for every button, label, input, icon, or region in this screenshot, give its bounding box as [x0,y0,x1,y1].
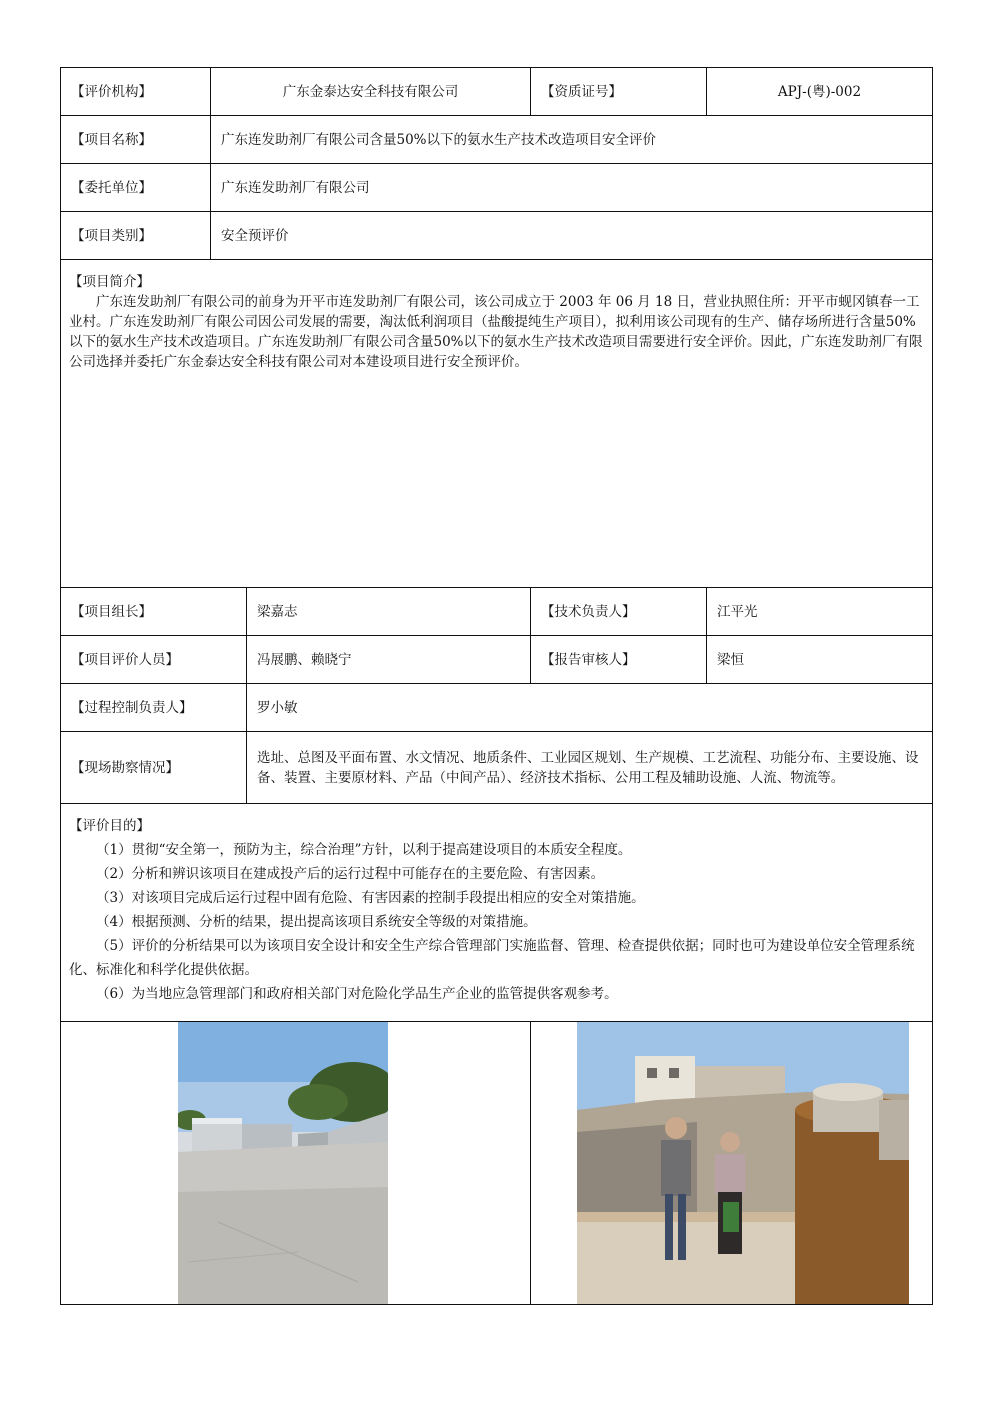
evaluation-info-sheet [60,67,932,1305]
staff-row [61,636,933,684]
purpose-item-2: （2）分析和辨识该项目在建成投产后的运行过程中可能存在的主要危险、有害因素。 [96,866,605,882]
staff-value: 冯展鹏、赖晓宁 [247,636,531,684]
client-row [61,164,933,212]
staff-label: 【项目评价人员】 [61,636,247,684]
purpose-item-4: （4）根据预测、分析的结果，提出提高该项目系统安全等级的对策措施。 [96,914,537,930]
info-table [60,67,933,1305]
tech-label: 【技术负责人】 [531,588,707,636]
process-row [61,684,933,732]
photo-cell-left [61,1022,531,1305]
purpose-item-6: （6）为当地应急管理部门和政府相关部门对危险化学品生产企业的监管提供客观参考。 [96,986,618,1002]
survey-value: 选址、总图及平面布置、水文情况、地质条件、工业园区规划、生产规模、工艺流程、功能分布、主要设施、设备、装置、主要原材料、产品（中间产品）、经济技术指标、公用工程及辅助设施、人流、物流等。 [247,732,933,804]
cert-label: 【资质证号】 [531,68,707,116]
intro-row [61,260,933,588]
cert-value: APJ-(粤)-002 [707,68,933,116]
org-value: 广东金泰达安全科技有限公司 [211,68,531,116]
org-row [61,68,933,116]
intro-text: 广东连发助剂厂有限公司的前身为开平市连发助剂厂有限公司，该公司成立于 2003 年 06 月 18 日，营业执照住所：开平市蚬冈镇春一工业村。广东连发助剂厂有限公司因公司发展的需要，淘汰低利润项目（盐酸提纯生产项目），拟利用该公司现有的生产、储存场所进行含量50%以下的氨水生产技术改造项目。广东连发助剂厂有限公司含量50%以下的氨水生产技术改造项目需要进行安全评价。因此，广东连发助剂厂有限公司选择并委托广东金泰达安全科技有限公司对本建设项目进行安全预评价。 [69,294,923,370]
intro-cell [61,260,933,588]
survey-row [61,732,933,804]
site-yard-photo [178,1022,388,1304]
intro-label: 【项目简介】 [69,274,150,290]
purpose-item-1: （1）贯彻“安全第一，预防为主，综合治理”方针，以利于提高建设项目的本质安全程度。 [96,842,632,858]
leader-row [61,588,933,636]
purpose-item-5: （5）评价的分析结果可以为该项目安全设计和安全生产综合管理部门实施监督、管理、检查提供依据；同时也可为建设单位安全管理系统化、标准化和科学化提供依据。 [69,938,915,978]
review-label: 【报告审核人】 [531,636,707,684]
category-row [61,212,933,260]
survey-label: 【现场勘察情况】 [61,732,247,804]
project-name-row [61,116,933,164]
purpose-cell [61,804,933,1022]
photo-cell-right [531,1022,933,1305]
process-label: 【过程控制负责人】 [61,684,247,732]
review-value: 梁恒 [707,636,933,684]
process-value: 罗小敏 [247,684,933,732]
purpose-label: 【评价目的】 [69,818,150,834]
leader-value: 梁嘉志 [247,588,531,636]
purpose-row [61,804,933,1022]
project-name-label: 【项目名称】 [61,116,211,164]
category-value: 安全预评价 [211,212,933,260]
client-label: 【委托单位】 [61,164,211,212]
project-name-value: 广东连发助剂厂有限公司含量50%以下的氨水生产技术改造项目安全评价 [211,116,933,164]
org-label: 【评价机构】 [61,68,211,116]
tech-value: 江平光 [707,588,933,636]
leader-label: 【项目组长】 [61,588,247,636]
purpose-item-3: （3）对该项目完成后运行过程中固有危险、有害因素的控制手段提出相应的安全对策措施。 [96,890,645,906]
site-visit-photo [577,1022,909,1304]
photo-row [61,1022,933,1305]
client-value: 广东连发助剂厂有限公司 [211,164,933,212]
category-label: 【项目类别】 [61,212,211,260]
